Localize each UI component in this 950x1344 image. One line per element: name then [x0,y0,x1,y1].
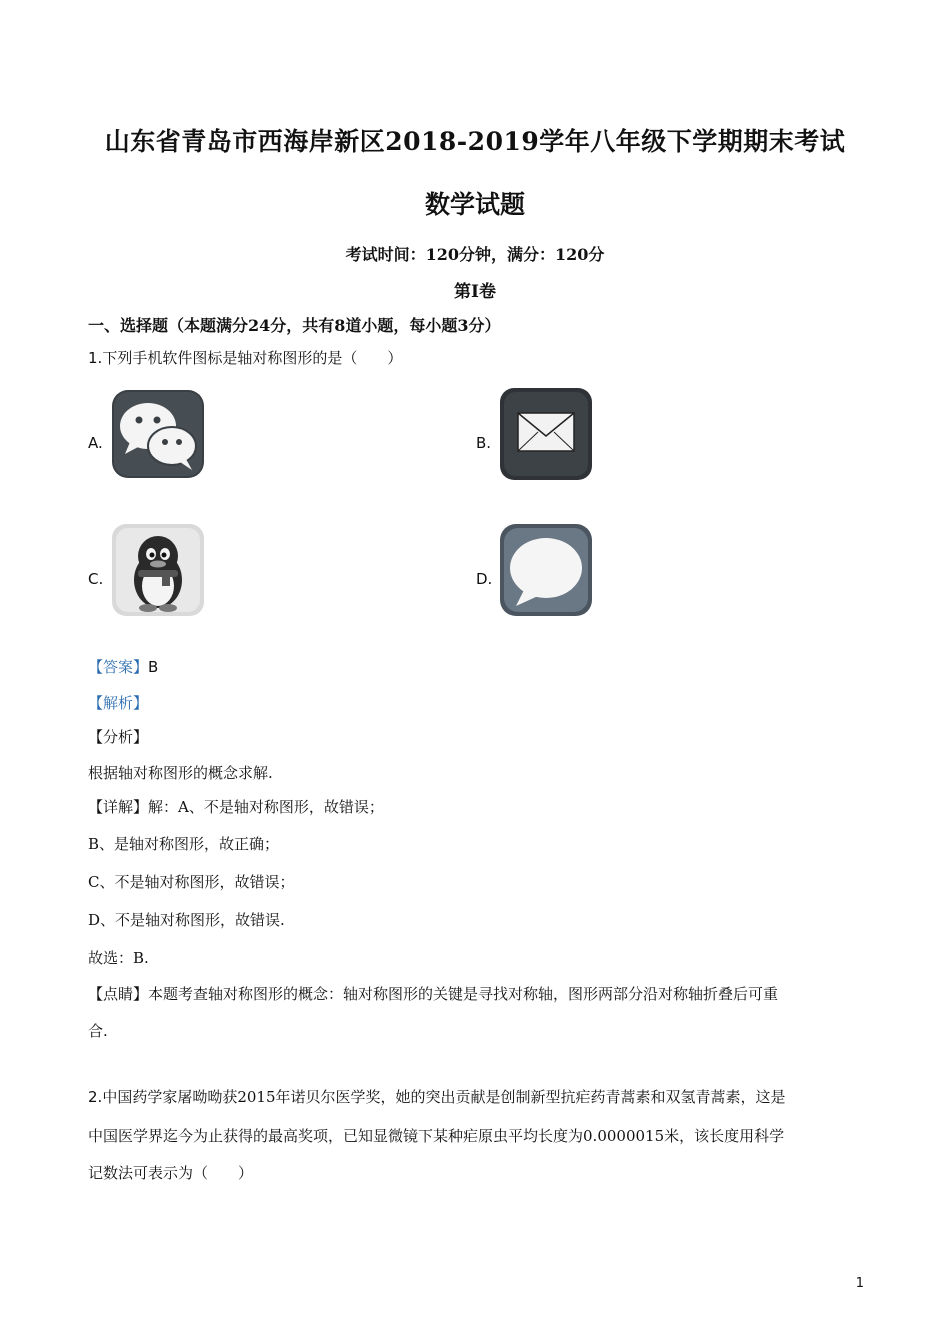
analysis-text: 根据轴对称图形的概念求解. [88,764,273,782]
answer-line [88,656,868,677]
question-2-line-1 [88,1086,868,1107]
option-c-label: C. [88,570,104,588]
question-number: 2. [88,1088,103,1106]
qq-penguin-icon [110,522,206,618]
comment-text: 本题考查轴对称图形的概念：轴对称图形的关键是寻找对称轴，图形两部分沿对称轴折叠后可重 [148,985,779,1003]
section-heading: 一、选择题（本题满分24分，共有8道小题，每小题3分） [88,316,501,335]
wechat-icon [110,386,206,482]
question-2-text: 中国药学家屠呦呦获2015年诺贝尔医学奖，她的突出贡献是创制新型抗疟药青蒿素和双氢青蒿素，这是 [102,1088,786,1106]
explanation-tag: 【解析】 [88,694,149,712]
question-2-line-3: 记数法可表示为（ ） [88,1164,254,1182]
answer-value: B [148,658,159,676]
chat-bubble-icon [498,522,594,618]
question-1 [88,348,402,368]
document-title: 山东省青岛市西海岸新区2018-2019学年八年级下学期期末考试 [104,127,846,156]
detail-line-1 [88,796,868,817]
answer-tag: 【答案】 [88,658,149,676]
document-subtitle: 数学试题 [424,190,525,219]
volume-label: 第Ⅰ卷 [454,282,496,302]
detail-text: 解：A、不是轴对称图形，故错误； [148,798,384,816]
comment-line-2: 合. [88,1022,108,1040]
detail-line-2: B、是轴对称图形，故正确； [88,835,280,853]
detail-tag: 【详解】 [88,798,149,816]
comment-tag: 【点睛】 [88,985,149,1003]
question-number: 1. [88,349,103,367]
option-b-label: B. [476,434,492,452]
question-2-line-2: 中国医学界迄今为止获得的最高奖项，已知显微镜下某种疟原虫平均长度为0.0000015米，该长度用科学 [88,1127,785,1145]
comment-line-1 [88,983,868,1004]
exam-info: 考试时间：120分钟，满分：120分 [345,245,605,264]
page-number: 1 [855,1276,864,1291]
mail-icon [498,386,594,482]
option-d-label: D. [476,570,493,588]
detail-line-3: C、不是轴对称图形，故错误； [88,873,295,891]
detail-line-4: D、不是轴对称图形，故错误. [88,911,285,929]
option-a-label: A. [88,434,103,452]
detail-line-5: 故选：B. [88,949,149,967]
question-stem: 下列手机软件图标是轴对称图形的是（ ） [102,349,403,367]
analysis-tag: 【分析】 [88,728,149,746]
